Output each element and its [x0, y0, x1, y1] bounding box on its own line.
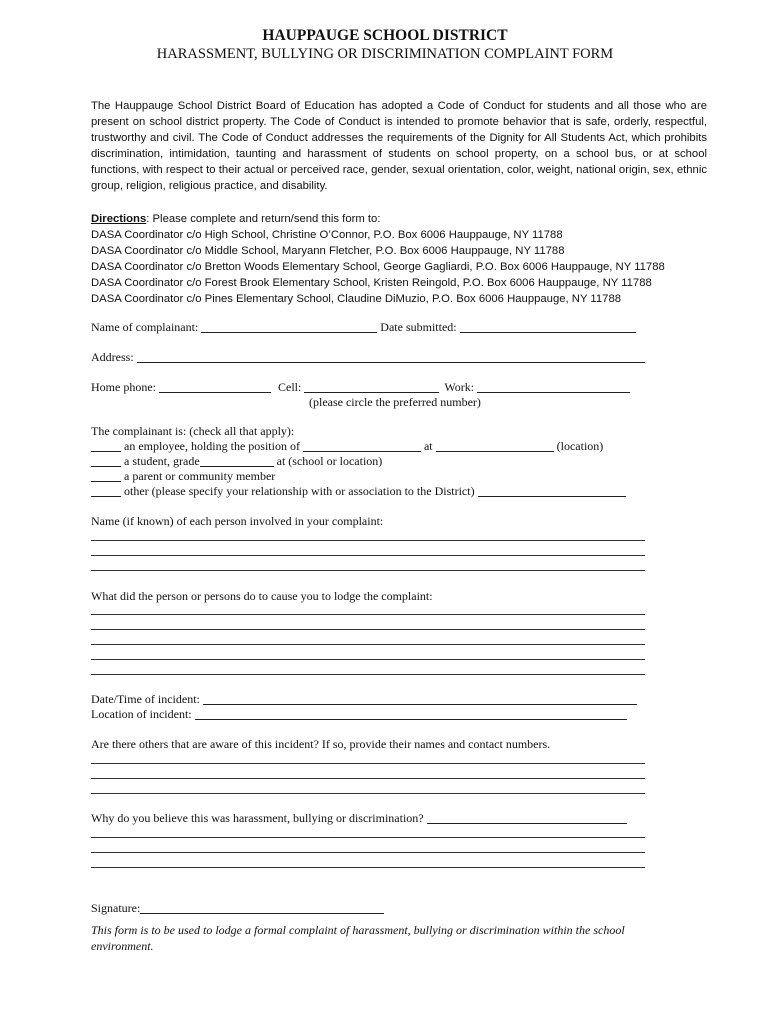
home-phone-label: Home phone: — [91, 380, 156, 394]
complainant-name-field[interactable] — [201, 321, 377, 333]
reason-line[interactable] — [91, 867, 645, 868]
witnesses-line[interactable] — [91, 778, 645, 779]
complainant-name-label: Name of complainant: — [91, 320, 199, 334]
address-line-middle-school: DASA Coordinator c/o Middle School, Maryann Fletcher, P.O. Box 6006 Hauppauge, NY 11788 — [91, 245, 565, 257]
signature-label: Signature: — [91, 901, 141, 915]
reason-line[interactable] — [91, 852, 645, 853]
reason-question: Why do you believe this was harassment, bullying or discrimination? — [91, 811, 424, 825]
form-title: HARASSMENT, BULLYING OR DISCRIMINATION COMPLAINT FORM — [156, 46, 614, 62]
employee-label: an employee, holding the position of — [124, 439, 300, 453]
witnesses-line[interactable] — [91, 793, 645, 794]
directions-label: Directions — [91, 213, 147, 225]
persons-involved-line[interactable] — [91, 555, 645, 556]
other-checkbox[interactable] — [91, 485, 121, 497]
address-label: Address: — [91, 350, 134, 364]
incident-location-field[interactable] — [195, 708, 627, 720]
date-submitted-field[interactable] — [460, 321, 636, 333]
parent-checkbox[interactable] — [91, 470, 121, 482]
incident-description-line[interactable] — [91, 629, 645, 630]
circle-note: (please circle the preferred number) — [309, 395, 481, 409]
employee-option-row — [91, 439, 603, 454]
incident-description-question: What did the person or persons do to cause you to lodge the complaint: — [91, 589, 433, 603]
incident-datetime-label: Date/Time of incident: — [91, 692, 200, 706]
student-option-row — [91, 454, 382, 469]
incident-location-row — [91, 707, 630, 722]
directions-block — [91, 211, 665, 307]
directions-line — [91, 211, 665, 227]
employee-location-label: (location) — [556, 439, 604, 453]
reason-field[interactable] — [427, 812, 627, 824]
name-date-row — [91, 320, 639, 335]
other-relationship-field[interactable] — [478, 485, 626, 497]
footer-note: This form is to be used to lodge a formal complaint of harassment, bullying or discrimination within the school environment. — [91, 923, 625, 953]
incident-description-line[interactable] — [91, 614, 645, 615]
complainant-type-heading: The complainant is: (check all that apply): — [91, 424, 295, 438]
signature-row — [91, 901, 387, 916]
employee-position-field[interactable] — [303, 440, 421, 452]
student-checkbox[interactable] — [91, 455, 121, 467]
incident-datetime-field[interactable] — [203, 693, 637, 705]
cell-phone-field[interactable] — [304, 381, 439, 393]
reason-line[interactable] — [91, 837, 645, 838]
incident-description-line[interactable] — [91, 644, 645, 645]
employee-at-label: at — [423, 439, 433, 453]
persons-involved-line[interactable] — [91, 540, 645, 541]
work-phone-label: Work: — [444, 380, 475, 394]
address-line-bretton-woods: DASA Coordinator c/o Bretton Woods Elementary School, George Gagliardi, P.O. Box 6006 Hauppauge, NY 11788 — [91, 261, 665, 273]
persons-involved-question: Name (if known) of each person involved in your complaint: — [91, 514, 384, 528]
directions-text: : Please complete and return/send this form to: — [146, 213, 381, 225]
cell-phone-label: Cell: — [278, 380, 302, 394]
employee-location-field[interactable] — [436, 440, 554, 452]
address-row — [91, 350, 648, 365]
address-line-high-school: DASA Coordinator c/o High School, Christine O’Connor, P.O. Box 6006 Hauppauge, NY 11788 — [91, 229, 563, 241]
other-label: other (please specify your relationship with or association to the District) — [124, 484, 475, 498]
district-title: HAUPPAUGE SCHOOL DISTRICT — [262, 27, 508, 44]
reason-row — [91, 811, 630, 826]
incident-description-line[interactable] — [91, 674, 645, 675]
date-submitted-label: Date submitted: — [380, 320, 457, 334]
witnesses-line[interactable] — [91, 763, 645, 764]
student-label: a student, grade — [124, 454, 200, 468]
intro-paragraph: The Hauppauge School District Board of Education has adopted a Code of Conduct for students and all those who are present on school district property. The Code of Conduct is intended to promote behavior that is safe, orderly, respectful, trustworthy and civil. The Code of Conduct addresses the requirements of the Dignity for All Students Act, which prohibits discrimination, intimidation, taunting and harassment of students on school property, on a school bus, or at school functions, with respect to their actual or perceived race, gender, sexual orientation, color, weight, national origin, sex, ethnic group, religion, religious practice, and disability. — [91, 100, 707, 192]
witnesses-question: Are there others that are aware of this incident? If so, provide their names and contact numbers. — [91, 737, 551, 751]
address-line-forest-brook: DASA Coordinator c/o Forest Brook Elementary School, Kristen Reingold, P.O. Box 6006 Hauppauge, NY 11788 — [91, 277, 652, 289]
student-grade-field[interactable] — [200, 455, 274, 467]
address-field[interactable] — [137, 351, 645, 363]
incident-datetime-row — [91, 692, 640, 707]
incident-location-label: Location of incident: — [91, 707, 192, 721]
parent-option-row — [91, 469, 275, 484]
address-line-pines: DASA Coordinator c/o Pines Elementary School, Claudine DiMuzio, P.O. Box 6006 Hauppauge, NY 11788 — [91, 293, 622, 305]
persons-involved-line[interactable] — [91, 570, 645, 571]
home-phone-field[interactable] — [159, 381, 271, 393]
employee-checkbox[interactable] — [91, 440, 121, 452]
other-option-row — [91, 484, 629, 499]
phone-row — [91, 380, 633, 395]
parent-label: a parent or community member — [124, 469, 276, 483]
work-phone-field[interactable] — [477, 381, 630, 393]
incident-description-line[interactable] — [91, 659, 645, 660]
signature-field[interactable] — [140, 902, 384, 914]
student-school-label: at (school or location) — [276, 454, 383, 468]
